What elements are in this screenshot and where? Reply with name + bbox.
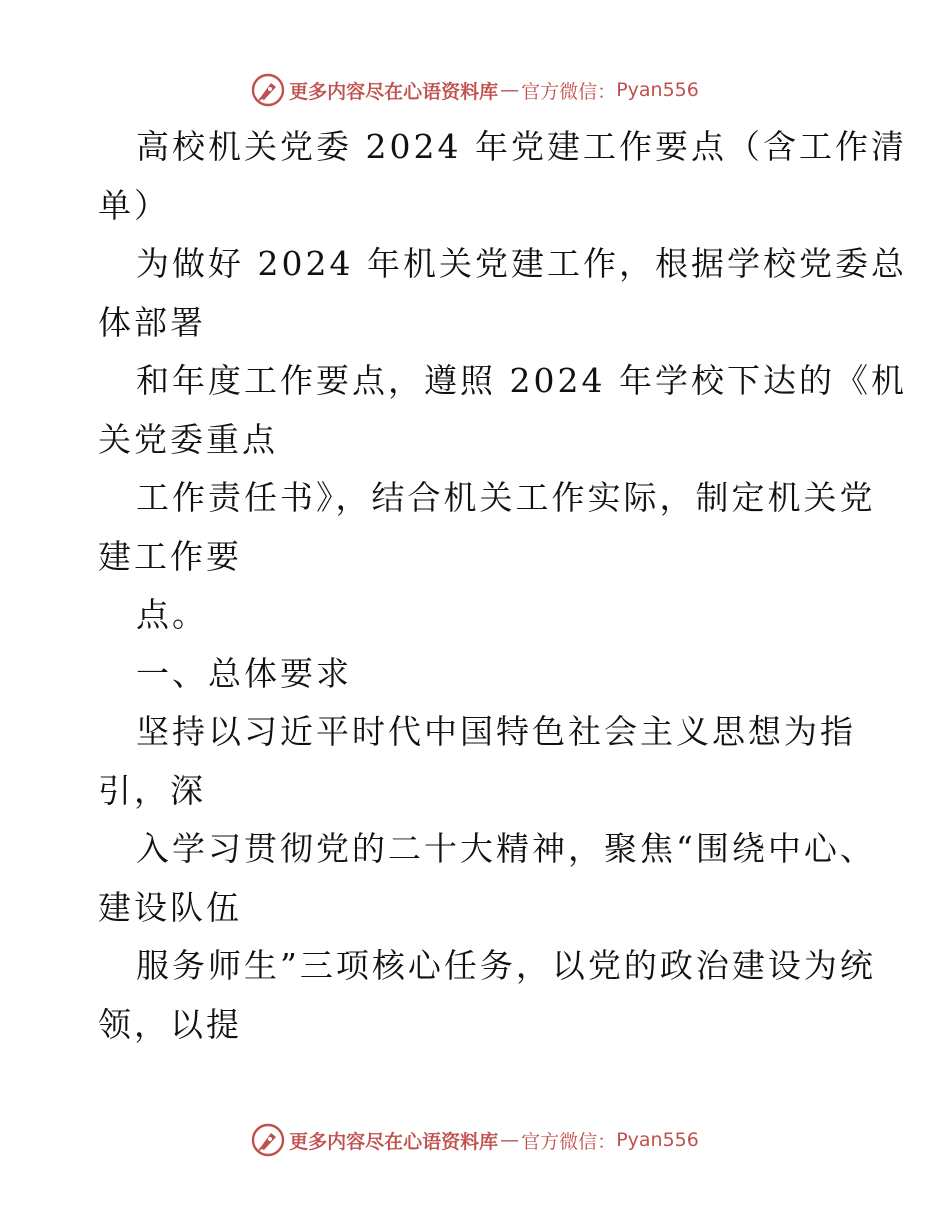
document-line: 建工作要 [98, 536, 242, 576]
document-line: 点。 [136, 595, 208, 634]
document-line: 建设队伍 [98, 887, 242, 927]
document-line: 体部署 [98, 302, 206, 342]
pen-nib-icon [251, 1123, 285, 1157]
header-watermark [0, 70, 950, 110]
watermark-site-text: 更多内容尽在心语资料库 [289, 1130, 499, 1153]
watermark-wechat-id: Pyan556 [616, 79, 699, 101]
document-line: 坚持以习近平时代中国特色社会主义思想为指 [136, 712, 856, 751]
footer-watermark [0, 1120, 950, 1160]
watermark-wechat-label: 官方微信： [521, 1130, 617, 1153]
document-line: 单） [98, 185, 170, 225]
watermark-dash: — [500, 1129, 520, 1151]
watermark-dash: — [500, 79, 520, 101]
document-line: 引，深 [98, 770, 206, 810]
document-line: 为做好 2024 年机关党建工作，根据学校党委总 [136, 244, 907, 283]
document-line: 工作责任书》，结合机关工作实际，制定机关党 [136, 478, 876, 517]
document-line: 高校机关党委 2024 年党建工作要点（含工作清 [136, 127, 907, 166]
document-body [98, 118, 907, 1054]
watermark-wechat-label: 官方微信： [521, 80, 617, 103]
document-line: 和年度工作要点，遵照 2024 年学校下达的《机 [136, 361, 907, 400]
watermark-site-text: 更多内容尽在心语资料库 [289, 80, 499, 103]
document-line: 服务师生”三项核心任务，以党的政治建设为统 [136, 946, 876, 985]
document-line: 一、总体要求 [136, 653, 352, 693]
document-line: 入学习贯彻党的二十大精神，聚焦“围绕中心、 [136, 829, 876, 868]
document-line: 领，以提 [98, 1004, 242, 1044]
pen-nib-icon [251, 73, 285, 107]
document-line: 关党委重点 [98, 419, 278, 459]
watermark-wechat-id: Pyan556 [616, 1129, 699, 1151]
